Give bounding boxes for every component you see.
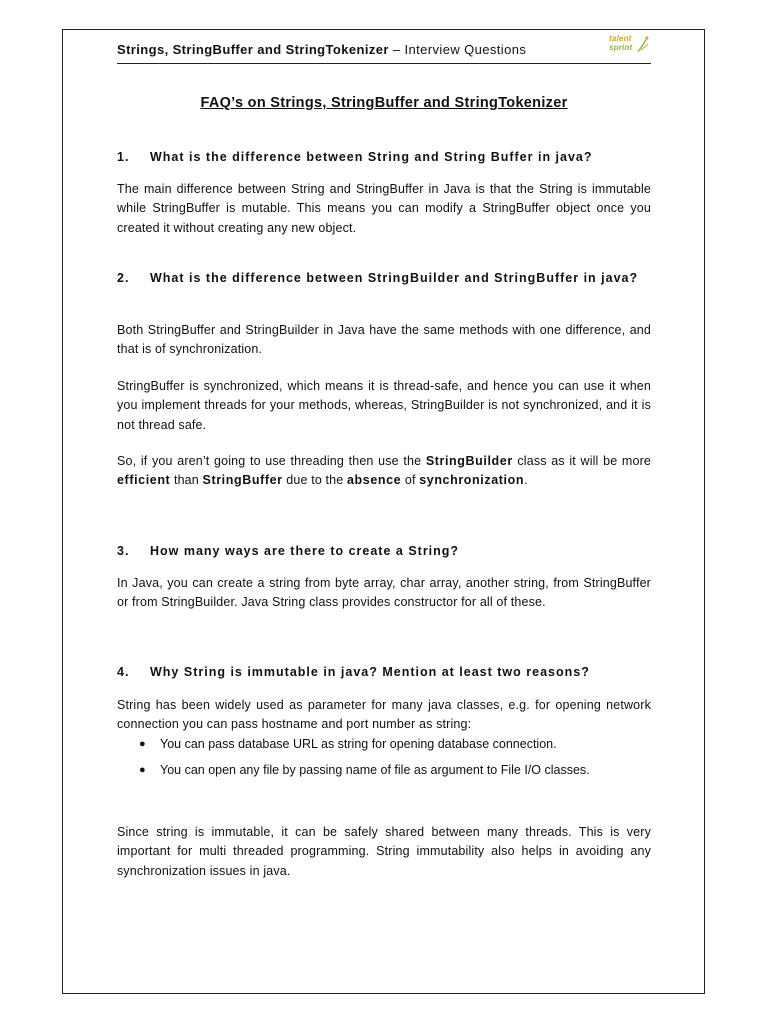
bullet-text: You can open any file by passing name of file as argument to File I/O classes. xyxy=(160,762,590,777)
answer-2-p3-part-g: . xyxy=(524,473,528,488)
answer-1: The main difference between String and StringBuffer in Java is that the String is immutable while StringBuffer is mutable. This means you can modify a StringBuffer object once you created it without creating any new object. xyxy=(117,182,651,235)
bullet-icon: ● xyxy=(139,763,146,776)
answer-2-p3-part-f: of xyxy=(401,473,420,488)
answer-2-p3-bold-2: efficient xyxy=(117,473,171,488)
question-4 xyxy=(117,663,651,682)
question-3-number: 3. xyxy=(117,544,130,558)
answer-2-p3-part-e: due to the xyxy=(282,473,347,488)
answer-4-paragraph-1: String has been widely used as parameter for many java classes, e.g. for opening network connection you can pass hostname and port number as string: xyxy=(117,698,651,732)
answer-2-paragraph-2: StringBuffer is synchronized, which means it is thread-safe, and hence you can use it when you implement threads for your methods, whereas, StringBuilder is not synchronized, and it is not thread safe. xyxy=(117,379,651,432)
question-4-number: 4. xyxy=(117,665,130,679)
answer-2-p3-bold-5: synchronization xyxy=(419,473,525,488)
logo-spark-icon xyxy=(635,36,649,54)
answer-2-p3-part-a: So, if you aren’t going to use threading then use the xyxy=(117,454,426,468)
question-4-text: Why String is immutable in java? Mention at least two reasons? xyxy=(150,665,590,679)
header-title xyxy=(117,42,526,57)
talentsprint-logo xyxy=(609,34,649,60)
document-title: FAQ’s on Strings, StringBuffer and StringTokenizer xyxy=(200,95,568,111)
answer-3: In Java, you can create a string from byte array, char array, another string, from StringBuffer or from StringBuilder. Java String class provides constructor for all of these. xyxy=(117,576,651,610)
list-item xyxy=(117,735,651,754)
answer-2-p3-bold-3: StringBuffer xyxy=(202,473,283,488)
question-1 xyxy=(117,148,651,167)
question-2-number: 2. xyxy=(117,271,130,285)
answer-4-paragraph-2: Since string is immutable, it can be safely shared between many threads. This is very important for multi threaded programming. String immutability also helps in avoiding any synchronization issues in java. xyxy=(117,825,651,878)
question-1-text: What is the difference between String and String Buffer in java? xyxy=(150,150,593,164)
answer-2-p3-part-d: than xyxy=(170,473,203,488)
header-title-main: Strings, StringBuffer and StringTokenizer xyxy=(117,42,389,57)
logo-text xyxy=(609,34,632,52)
question-1-number: 1. xyxy=(117,150,130,164)
logo-line-2: sprint xyxy=(609,43,633,52)
list-item xyxy=(117,761,651,780)
bullet-text: You can pass database URL as string for opening database connection. xyxy=(160,737,557,751)
question-2 xyxy=(117,269,651,288)
question-3 xyxy=(117,542,651,561)
answer-2-p3-part-c: class as it will be more xyxy=(512,454,651,468)
answer-2-paragraph-3 xyxy=(117,452,651,491)
bullet-icon: ● xyxy=(139,738,146,750)
question-3-text: How many ways are there to create a String? xyxy=(150,544,460,558)
answer-4-bullet-list xyxy=(117,735,651,786)
answer-2-p3-bold-1: StringBuilder xyxy=(425,454,513,468)
header-title-suffix: – Interview Questions xyxy=(388,42,527,57)
page-header xyxy=(117,34,651,64)
logo-line-1: talent xyxy=(609,34,632,43)
answer-2-paragraph-1: Both StringBuffer and StringBuilder in Java have the same methods with one difference, and that is of synchronization. xyxy=(117,323,651,357)
answer-2-p3-bold-4: absence xyxy=(347,473,402,488)
question-2-text: What is the difference between StringBuilder and StringBuffer in java? xyxy=(150,271,639,285)
